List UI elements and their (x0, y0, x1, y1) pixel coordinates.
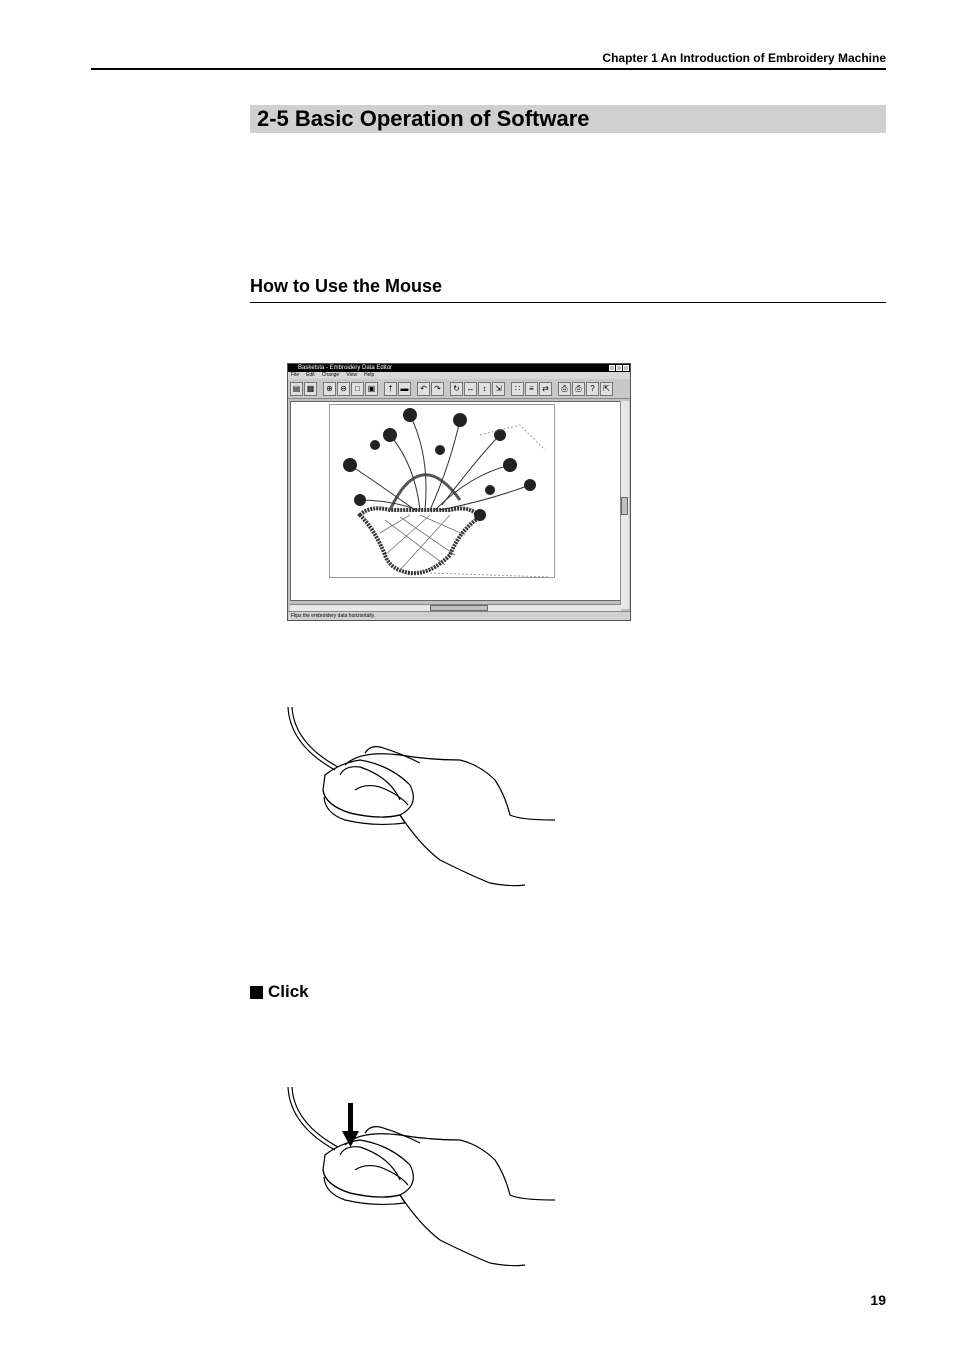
design-canvas[interactable] (290, 401, 621, 601)
frame-icon[interactable]: ▬ (398, 382, 411, 396)
page-number: 19 (870, 1292, 886, 1308)
fit-window-icon[interactable]: ▣ (365, 382, 378, 396)
grid-icon[interactable]: ∷ (511, 382, 524, 396)
send-icon[interactable]: ⎙ (572, 382, 585, 396)
flip-vertical-icon[interactable]: ↕ (478, 382, 491, 396)
rotate-icon[interactable]: ↻ (450, 382, 463, 396)
vertical-scroll-thumb[interactable] (621, 497, 628, 515)
flower-basket-embroidery (330, 405, 554, 577)
menu-view[interactable]: View (346, 372, 357, 378)
click-heading (250, 982, 309, 1002)
minimize-icon[interactable] (609, 365, 615, 371)
menu-edit[interactable]: Edit (306, 372, 315, 378)
header-rule (91, 68, 886, 70)
flip-horizontal-icon[interactable]: ↔ (464, 382, 477, 396)
menu-file[interactable]: File (291, 372, 300, 378)
needle-icon[interactable]: † (384, 382, 397, 396)
running-head: Chapter 1 An Introduction of Embroidery Machine (602, 51, 886, 65)
click-label: Click (268, 982, 309, 1001)
status-bar: Flips the embroidery data horizontally. (288, 611, 630, 620)
redo-icon[interactable]: ↷ (431, 382, 444, 396)
zoom-in-icon[interactable]: ⊕ (323, 382, 336, 396)
print-icon[interactable]: ⎙ (558, 382, 571, 396)
subsection-rule (250, 302, 886, 303)
click-illustration (280, 1085, 570, 1275)
context-help-icon[interactable]: ⇱ (600, 382, 613, 396)
move-icon[interactable]: ⇄ (539, 382, 552, 396)
software-screenshot (287, 363, 631, 621)
bullet-square-icon (250, 986, 263, 999)
section-title: 2-5 Basic Operation of Software (250, 105, 886, 133)
close-icon[interactable] (623, 365, 629, 371)
save-icon[interactable]: ▦ (304, 382, 317, 396)
menubar (288, 372, 630, 379)
vertical-scrollbar[interactable] (620, 401, 629, 609)
maximize-icon[interactable] (616, 365, 622, 371)
window-title: Basketsta - Embroidery Data Editor (298, 365, 393, 371)
subsection-title: How to Use the Mouse (250, 276, 443, 296)
menu-change[interactable]: Change (321, 372, 340, 378)
window-titlebar (288, 364, 630, 372)
toolbar (288, 379, 630, 399)
design-frame (329, 404, 555, 578)
hand-on-mouse-illustration (280, 705, 570, 895)
window-controls (609, 365, 629, 371)
zoom-area-icon[interactable]: □ (351, 382, 364, 396)
resize-icon[interactable]: ⇲ (492, 382, 505, 396)
open-icon[interactable]: ▤ (290, 382, 303, 396)
menu-help[interactable]: Help (363, 372, 375, 378)
help-icon[interactable]: ? (586, 382, 599, 396)
zoom-out-icon[interactable]: ⊖ (337, 382, 350, 396)
undo-icon[interactable]: ↶ (417, 382, 430, 396)
repeat-icon[interactable]: ≡ (525, 382, 538, 396)
